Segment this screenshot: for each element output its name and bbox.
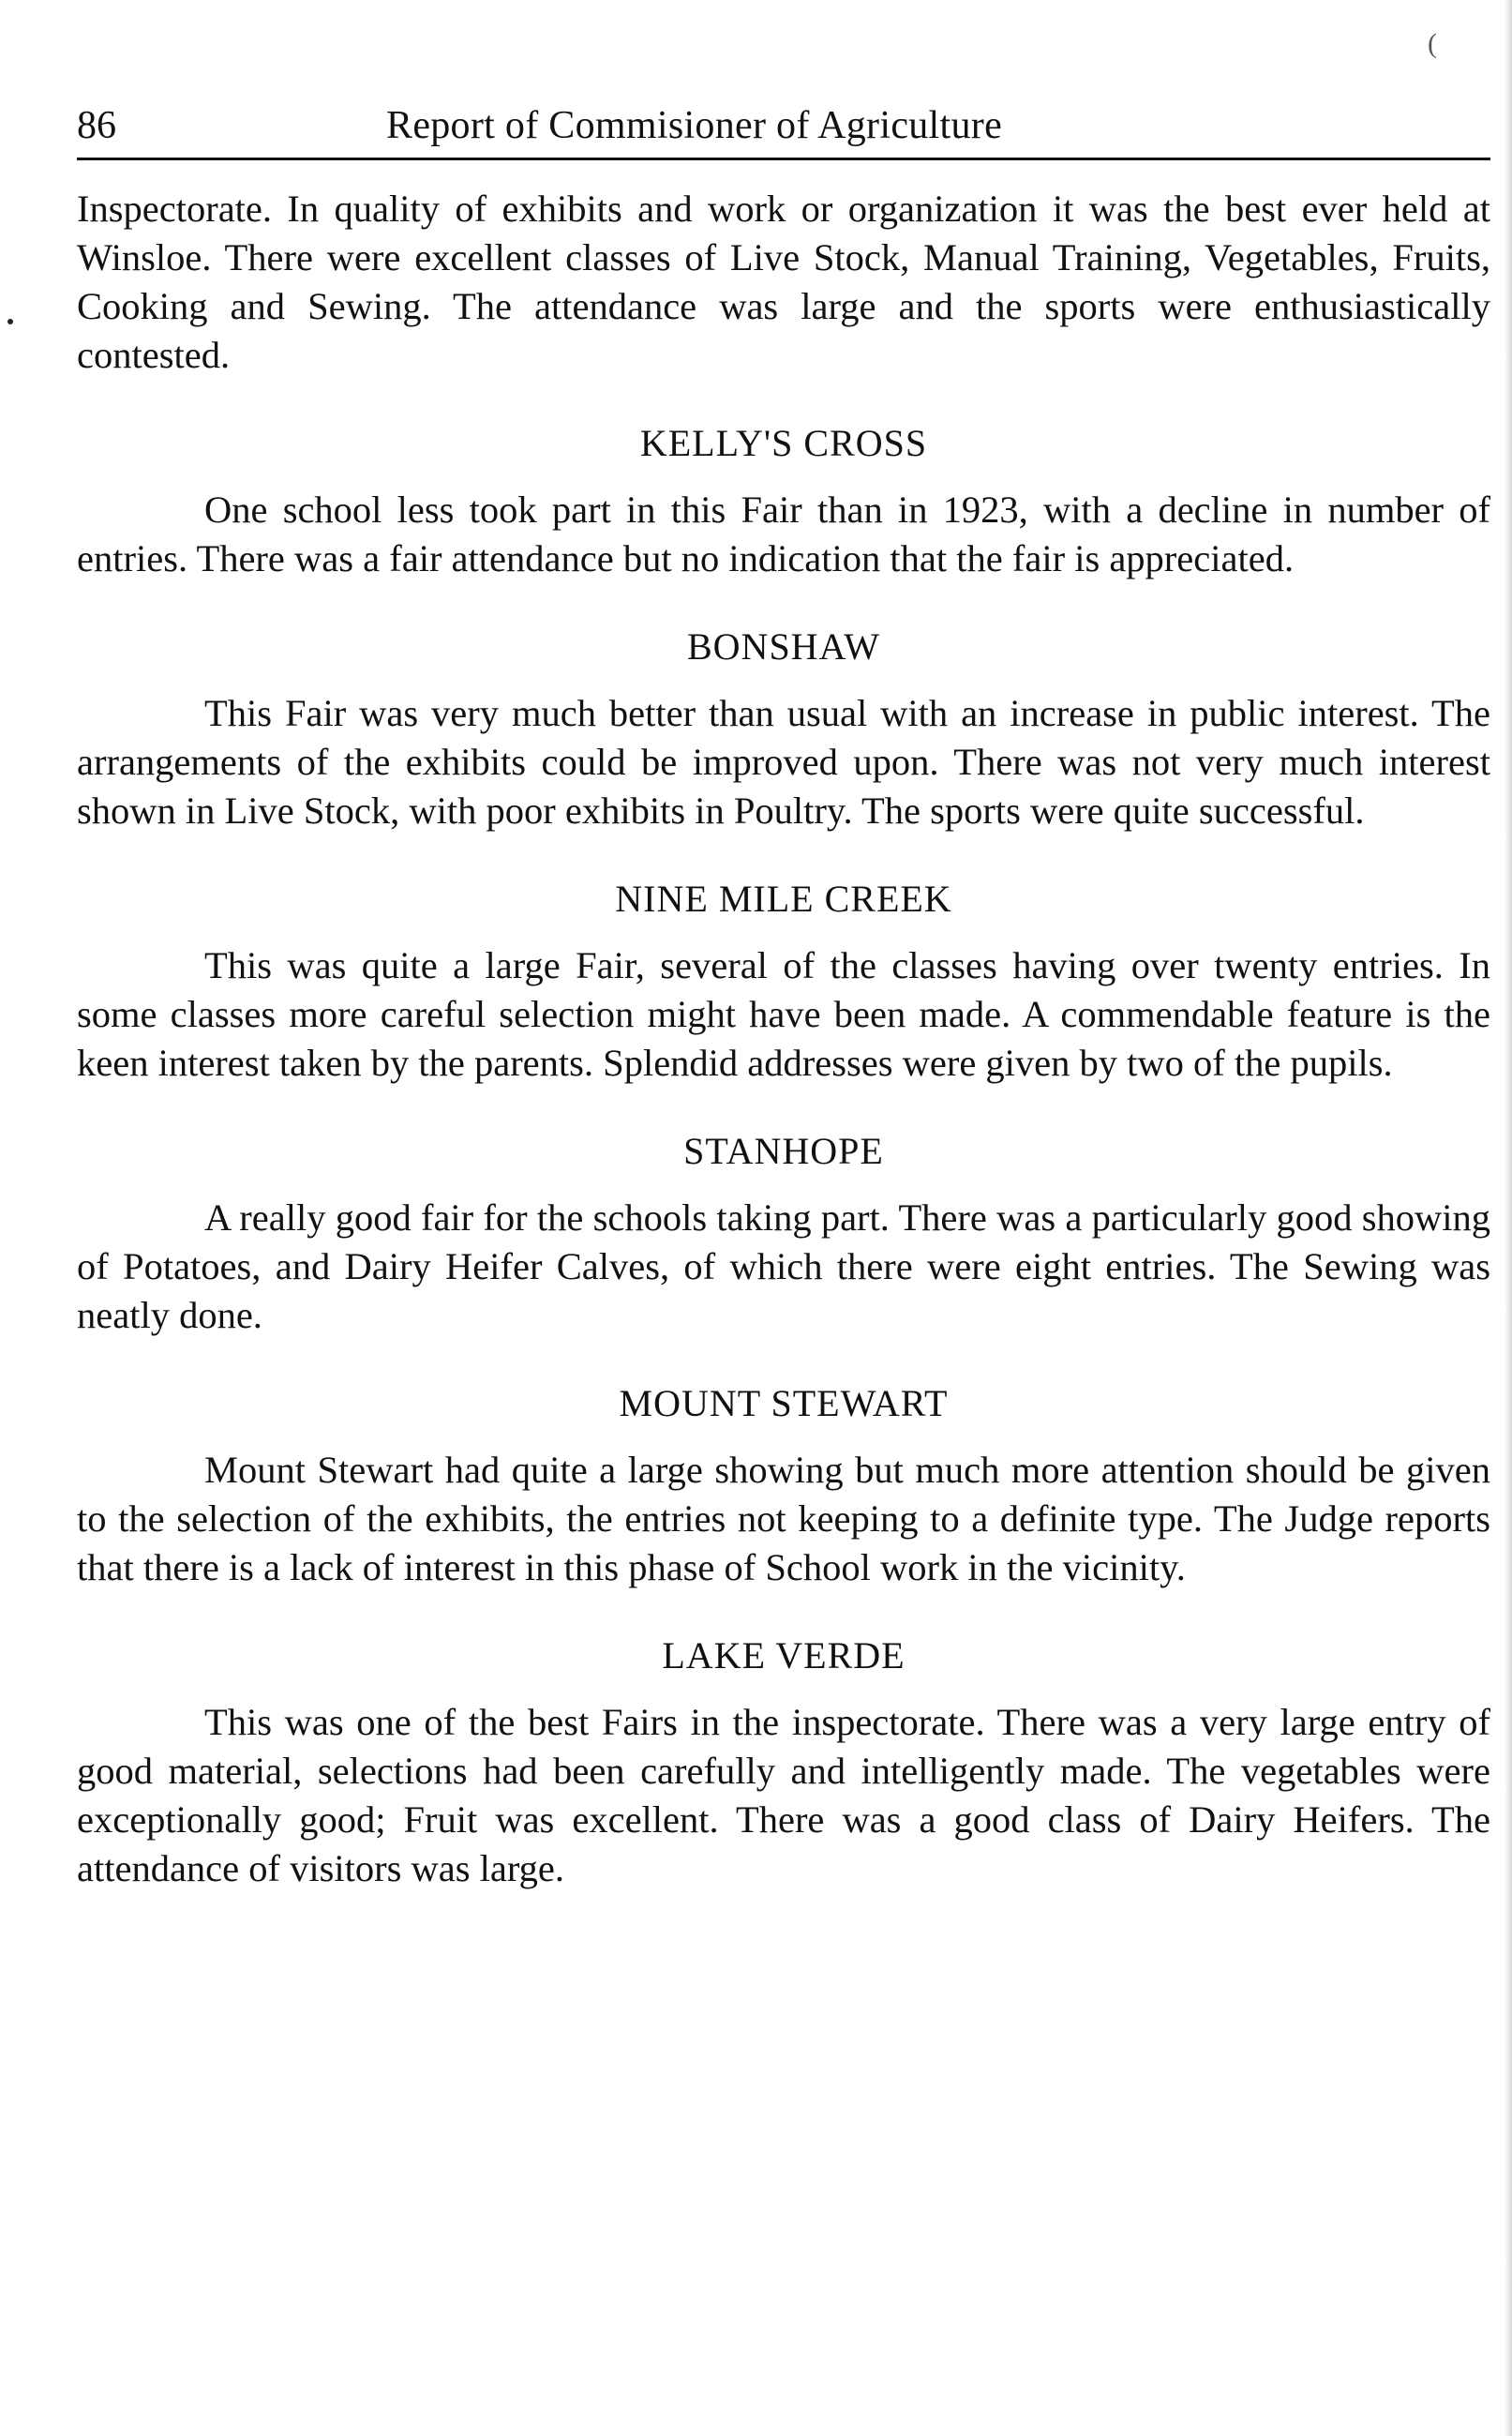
section-paragraph: This was one of the best Fairs in the inspectorate. There was a very large entry of good material, selections had been carefully and intelligently made. The vegetables were exceptionally good; Fruit was excellent. There was a good class of Dairy Heifers. The attendance of visitors was large.	[77, 1701, 1490, 1889]
margin-dot	[7, 319, 13, 324]
section-heading: MOUNT STEWART	[619, 1382, 949, 1424]
section-heading: BONSHAW	[686, 625, 881, 668]
section-stanhope	[77, 1129, 1490, 1340]
section-kellys-cross	[77, 421, 1490, 583]
section-heading: LAKE VERDE	[662, 1634, 906, 1677]
section-bonshaw	[77, 624, 1490, 835]
section-heading: KELLY'S CROSS	[639, 422, 928, 464]
section-mount-stewart	[77, 1381, 1490, 1592]
section-heading: NINE MILE CREEK	[615, 878, 952, 920]
section-paragraph: Mount Stewart had quite a large showing but much more attention should be given to the selection of the exhibits, the entries not keeping to a definite type. The Judge reports that there is a lack of interest in this phase of School work in the vicinity.	[77, 1449, 1490, 1588]
page-edge-shadow	[1505, 0, 1512, 2436]
section-heading: STANHOPE	[683, 1130, 884, 1172]
page-number: 86	[77, 104, 116, 147]
section-paragraph: This was quite a large Fair, several of the classes having over twenty entries. In some classes more careful selection might have been made. A commendable feature is the keen interest taken by the parents. Splendid addresses were given by two of the pupils.	[77, 944, 1490, 1084]
running-header	[77, 103, 1490, 160]
section-paragraph: One school less took part in this Fair than in 1923, with a decline in number of entries. There was a fair attendance but no indication that the fair is appreciated.	[77, 489, 1490, 579]
corner-mark: (	[1428, 28, 1437, 59]
section-lake-verde	[77, 1633, 1490, 1893]
section-paragraph: A really good fair for the schools taking part. There was a particularly good showing of Potatoes, and Dairy Heifer Calves, of which there were eight entries. The Sewing was neatly done.	[77, 1196, 1490, 1336]
section-nine-mile-creek	[77, 877, 1490, 1088]
document-page	[77, 103, 1490, 1893]
section-paragraph: This Fair was very much better than usual with an increase in public interest. The arrangements of the exhibits could be improved upon. There was not very much interest shown in Live Stock, with poor exhibits in Poultry. The sports were quite successful.	[77, 692, 1490, 832]
intro-paragraph: Inspectorate. In quality of exhibits and work or organization it was the best ever held at Winsloe. There were excellent classes of Live Stock, Manual Training, Vegetables, Fruits, Cooking and Sewing. The attendance was large and the sports were enthusiastically contested.	[77, 188, 1490, 376]
running-title: Report of Commisioner of Agriculture	[386, 104, 1003, 147]
